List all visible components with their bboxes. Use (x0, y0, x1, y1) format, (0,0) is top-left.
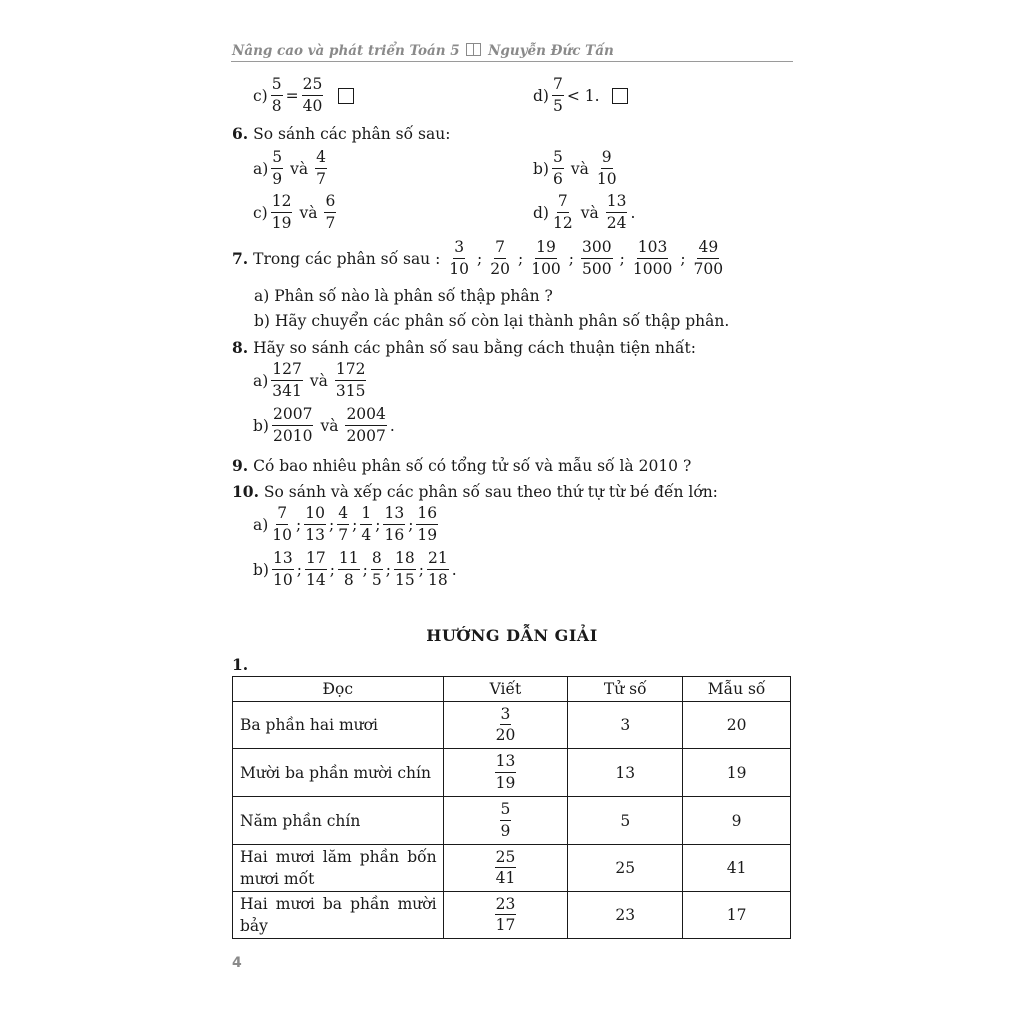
fraction: 103 1000 (632, 238, 673, 278)
fraction: 6 7 (325, 192, 336, 232)
fraction: 1 4 (361, 504, 372, 544)
fraction: 172 315 (335, 360, 366, 400)
exercise-8-a: a) 127 341 và 172 315 (253, 360, 366, 400)
exercise-6-heading: 6. So sánh các phân số sau: (232, 124, 451, 143)
numerator-cell: 5 (568, 797, 683, 845)
fraction: $\frac{5}{9}$ (500, 800, 511, 840)
fraction: 3 10 (449, 238, 469, 278)
exercise-8-heading: 8. Hãy so sánh các phân số sau bằng cách thuận tiện nhất: (232, 338, 696, 357)
fraction: $\frac{5}{8}$ (271, 75, 282, 115)
answer-checkbox (338, 88, 354, 104)
header-rule (231, 61, 793, 62)
page-number: 4 (232, 955, 242, 971)
fraction: 13 24 (606, 192, 627, 232)
exercise-6-d: d) 7 12 và 13 24 . (533, 192, 636, 232)
table-row (233, 797, 791, 845)
fraction: 7 12 (552, 192, 573, 232)
write-cell (443, 892, 568, 939)
read-cell: Năm phần chín (233, 797, 444, 845)
fraction: 2007 2010 (272, 405, 313, 445)
denominator-cell: 41 (683, 845, 791, 892)
fraction: 10 13 (305, 504, 325, 544)
fraction: 9 10 (596, 148, 617, 188)
fraction: 300 500 (582, 238, 612, 278)
table-header-cell: Mẫu số (683, 677, 791, 702)
exercise-6-b: b) 5 6 và 9 10 (533, 148, 617, 188)
author-name: Nguyễn Đức Tấn (488, 43, 614, 59)
table-header-cell: Tử số (568, 677, 683, 702)
exercise-7-question-b: b) Hãy chuyển các phân số còn lại thành phân số thập phân. (254, 312, 730, 330)
read-cell: Ba phần hai mươi (233, 702, 444, 749)
denominator-cell: 9 (683, 797, 791, 845)
exercise-6-a: a) 5 9 và 4 7 (253, 148, 327, 188)
numerator-cell: 13 (568, 749, 683, 797)
table-header-cell: Đọc (233, 677, 444, 702)
fraction: 19 100 (531, 238, 561, 278)
table-row (233, 845, 791, 892)
exercise-9: 9. Có bao nhiêu phân số có tổng tử số và mẫu số là 2010 ? (232, 456, 692, 475)
fraction: 13 16 (384, 504, 405, 544)
exercise-10-heading: 10. So sánh và xếp các phân số sau theo thứ tự từ bé đến lớn: (232, 482, 718, 501)
fraction: 127 341 (272, 360, 302, 400)
fraction: 7 5 (552, 75, 563, 115)
fraction: 2004 2007 (346, 405, 386, 445)
table-row (233, 892, 791, 939)
table-row (233, 749, 791, 797)
denominator-cell: 19 (683, 749, 791, 797)
denominator-cell: 20 (683, 702, 791, 749)
read-cell: Mười ba phần mười chín (233, 749, 444, 797)
fraction: 18 15 (395, 549, 415, 589)
fraction: 21 18 (427, 549, 448, 589)
prev-item-d: d) 7 5 < 1. (533, 77, 628, 114)
numerator-cell: 25 (568, 845, 683, 892)
answer-checkbox (612, 88, 628, 104)
exercise-10-a: a) 7 10 ; 10 13 ; 4 7 ; 1 4 ; 13 16 ; 16 19 (253, 504, 438, 544)
exercise-6-c: c) 12 19 và 6 7 (253, 192, 336, 232)
solution-title: HƯỚNG DẪN GIẢI (426, 626, 598, 645)
fraction: 17 14 (305, 549, 326, 589)
exercise-8-b: b) 2007 2010 và 2004 2007 . (253, 405, 395, 445)
table-header-row (233, 677, 791, 702)
denominator-cell: 17 (683, 892, 791, 939)
running-header (232, 43, 614, 59)
write-cell (443, 749, 568, 797)
answer-table (232, 676, 791, 939)
fraction: 4 7 (338, 504, 349, 544)
exercise-10-b: b) 13 10 ; 17 14 ; 11 8 ; 8 5 ; 18 15 ; 21 18 . (253, 549, 457, 589)
table-header-cell: Viết (443, 677, 568, 702)
fraction: $\frac{25}{40}$ (302, 75, 323, 115)
book-title: Nâng cao và phát triển Toán 5 (232, 43, 460, 59)
write-cell (443, 702, 568, 749)
read-cell: Hai mươi ba phần mười bảy (233, 892, 444, 939)
solution-number: 1. (232, 655, 249, 674)
fraction: 13 10 (272, 549, 293, 589)
write-cell (443, 845, 568, 892)
book-icon (466, 43, 481, 56)
fraction: $\frac{13}{19}$ (495, 752, 516, 792)
fraction: 7 10 (272, 504, 293, 544)
prev-item-c: c) $\frac{5}{8}$ = $\frac{25}{40}$ (253, 77, 354, 114)
fraction: 5 9 (272, 148, 283, 188)
numerator-cell: 3 (568, 702, 683, 749)
fraction: $\frac{25}{41}$ (495, 847, 516, 887)
fraction: 11 8 (338, 549, 359, 589)
fraction: 16 19 (417, 504, 438, 544)
fraction: 7 20 (490, 238, 510, 278)
table-row (233, 702, 791, 749)
exercise-7-heading: 7. Trong các phân số sau : 3 10 ; 7 20 ; 19 100 ; 300 500 ; 103 1000 ; 49 700 (232, 238, 724, 278)
fraction: 12 19 (271, 192, 292, 232)
fraction: 8 5 (371, 549, 382, 589)
fraction: $\frac{3}{20}$ (495, 704, 516, 744)
fraction: 49 700 (693, 238, 724, 278)
fraction: $\frac{23}{17}$ (495, 894, 516, 934)
read-cell: Hai mươi lăm phần bốn mươi mốt (233, 845, 444, 892)
write-cell (443, 797, 568, 845)
numerator-cell: 23 (568, 892, 683, 939)
fraction: 4 7 (316, 148, 327, 188)
exercise-7-question-a: a) Phân số nào là phân số thập phân ? (254, 287, 553, 305)
fraction: 5 6 (552, 148, 563, 188)
